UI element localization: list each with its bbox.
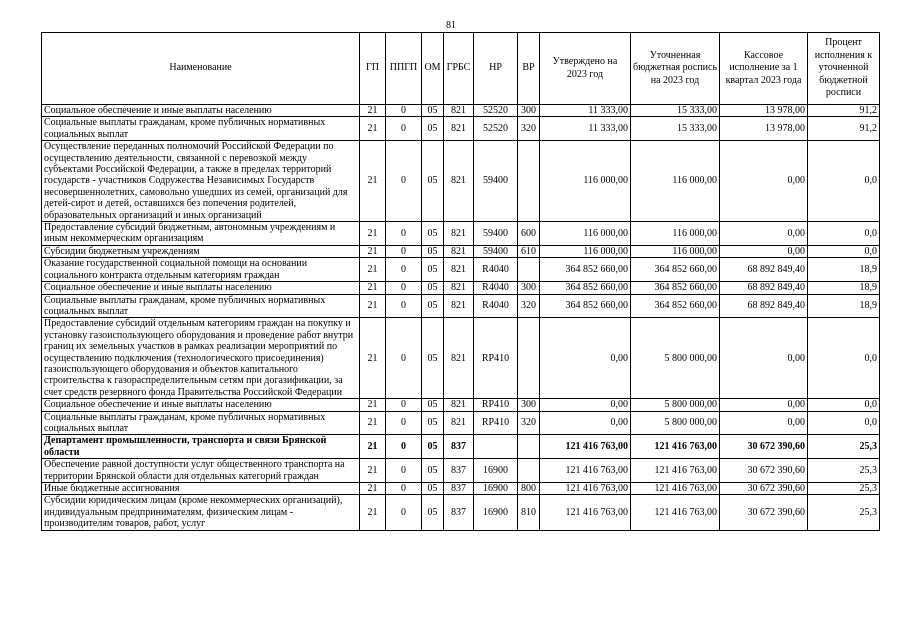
cell-percent: 0,0	[808, 222, 880, 246]
cell-percent: 25,3	[808, 483, 880, 495]
cell-grbs: 821	[444, 105, 474, 117]
cell-name: Социальное обеспечение и иные выплаты населению	[42, 105, 360, 117]
cell-name: Предоставление субсидий бюджетным, автономным учреждениям и иным некоммерческим организациям	[42, 222, 360, 246]
cell-om: 05	[422, 411, 444, 435]
cell-om: 05	[422, 399, 444, 411]
cell-approved: 11 333,00	[540, 117, 631, 141]
table-row	[42, 105, 880, 117]
cell-gp: 21	[360, 459, 386, 483]
cell-grbs: 821	[444, 258, 474, 282]
cell-refined: 116 000,00	[631, 141, 720, 222]
cell-grbs: 821	[444, 245, 474, 257]
header-refined: Уточненная бюджетная роспись на 2023 год	[631, 33, 720, 105]
cell-om: 05	[422, 294, 444, 318]
cell-om: 05	[422, 105, 444, 117]
header-percent: Процент исполнения к уточненной бюджетной росписи	[808, 33, 880, 105]
cell-ppgp: 0	[386, 141, 422, 222]
cell-name: Социальные выплаты гражданам, кроме публичных нормативных социальных выплат	[42, 411, 360, 435]
cell-name: Департамент промышленности, транспорта и связи Брянской области	[42, 435, 360, 459]
cell-vr	[518, 258, 540, 282]
cell-name: Социальные выплаты гражданам, кроме публичных нормативных социальных выплат	[42, 294, 360, 318]
cell-percent: 91,2	[808, 117, 880, 141]
cell-vr: 610	[518, 245, 540, 257]
cell-om: 05	[422, 495, 444, 530]
cell-grbs: 837	[444, 483, 474, 495]
page-number: 81	[446, 20, 456, 31]
cell-percent: 0,0	[808, 399, 880, 411]
cell-gp: 21	[360, 411, 386, 435]
cell-refined: 364 852 660,00	[631, 258, 720, 282]
cell-name: Иные бюджетные ассигнования	[42, 483, 360, 495]
cell-refined: 121 416 763,00	[631, 459, 720, 483]
cell-name: Предоставление субсидий отдельным категориям граждан на покупку и установку газоиспользующего оборудования и проведение работ внутри границ их земельных участков в рамках реализации мероприятий по осуществлению подключения (технологического присоединения) газоиспользующего оборудования и объектов капитального строительства к газораспределительным сетям при догазификации, за счет средств резервного фонда Правительства Российской Федерации	[42, 318, 360, 399]
cell-approved: 121 416 763,00	[540, 435, 631, 459]
cell-refined: 5 800 000,00	[631, 411, 720, 435]
header-om: ОМ	[422, 33, 444, 105]
cell-vr: 600	[518, 222, 540, 246]
cell-nr: R4040	[474, 294, 518, 318]
cell-refined: 116 000,00	[631, 245, 720, 257]
cell-approved: 0,00	[540, 411, 631, 435]
cell-om: 05	[422, 258, 444, 282]
cell-grbs: 821	[444, 117, 474, 141]
table-row	[42, 245, 880, 257]
cell-refined: 364 852 660,00	[631, 294, 720, 318]
cell-grbs: 821	[444, 411, 474, 435]
cell-cash: 0,00	[720, 222, 808, 246]
cell-name: Социальное обеспечение и иные выплаты населению	[42, 399, 360, 411]
cell-grbs: 837	[444, 435, 474, 459]
cell-refined: 5 800 000,00	[631, 318, 720, 399]
cell-om: 05	[422, 483, 444, 495]
cell-vr: 800	[518, 483, 540, 495]
cell-approved: 364 852 660,00	[540, 294, 631, 318]
cell-approved: 121 416 763,00	[540, 483, 631, 495]
cell-refined: 116 000,00	[631, 222, 720, 246]
cell-nr: RP410	[474, 318, 518, 399]
cell-nr: 59400	[474, 245, 518, 257]
cell-refined: 15 333,00	[631, 117, 720, 141]
cell-refined: 364 852 660,00	[631, 282, 720, 294]
cell-grbs: 821	[444, 294, 474, 318]
cell-gp: 21	[360, 282, 386, 294]
cell-approved: 116 000,00	[540, 245, 631, 257]
cell-ppgp: 0	[386, 282, 422, 294]
table-row	[42, 411, 880, 435]
cell-gp: 21	[360, 483, 386, 495]
cell-vr: 320	[518, 294, 540, 318]
cell-grbs: 821	[444, 222, 474, 246]
cell-approved: 121 416 763,00	[540, 459, 631, 483]
cell-nr: 52520	[474, 117, 518, 141]
cell-grbs: 837	[444, 459, 474, 483]
cell-refined: 121 416 763,00	[631, 435, 720, 459]
cell-ppgp: 0	[386, 245, 422, 257]
cell-gp: 21	[360, 258, 386, 282]
table-row	[42, 258, 880, 282]
cell-refined: 15 333,00	[631, 105, 720, 117]
cell-om: 05	[422, 282, 444, 294]
cell-refined: 121 416 763,00	[631, 495, 720, 530]
cell-vr: 320	[518, 117, 540, 141]
table-row	[42, 141, 880, 222]
cell-approved: 364 852 660,00	[540, 258, 631, 282]
cell-refined: 121 416 763,00	[631, 483, 720, 495]
cell-ppgp: 0	[386, 495, 422, 530]
table-row	[42, 282, 880, 294]
cell-percent: 0,0	[808, 318, 880, 399]
cell-nr: 16900	[474, 495, 518, 530]
cell-cash: 30 672 390,60	[720, 495, 808, 530]
cell-ppgp: 0	[386, 399, 422, 411]
cell-cash: 0,00	[720, 318, 808, 399]
cell-cash: 30 672 390,60	[720, 459, 808, 483]
cell-nr: RP410	[474, 399, 518, 411]
cell-ppgp: 0	[386, 222, 422, 246]
table-row	[42, 399, 880, 411]
cell-name: Обеспечение равной доступности услуг общественного транспорта на территории Брянской области для отдельных категорий граждан	[42, 459, 360, 483]
cell-name: Осуществление переданных полномочий Российской Федерации по осуществлению деятельности, связанной с перевозкой между субъектами Российской Федерации, а также в пределах территорий государств - участников Содружества Независимых Государств несовершеннолетних, самовольно ушедших из семей, организаций для детей-сирот и детей, оставшихся без попечения родителей, образовательных организаций и иных организаций	[42, 141, 360, 222]
cell-approved: 11 333,00	[540, 105, 631, 117]
cell-approved: 0,00	[540, 318, 631, 399]
cell-om: 05	[422, 459, 444, 483]
cell-name: Субсидии бюджетным учреждениям	[42, 245, 360, 257]
cell-ppgp: 0	[386, 117, 422, 141]
header-grbs: ГРБС	[444, 33, 474, 105]
cell-cash: 0,00	[720, 411, 808, 435]
cell-cash: 0,00	[720, 399, 808, 411]
cell-percent: 0,0	[808, 141, 880, 222]
cell-cash: 68 892 849,40	[720, 294, 808, 318]
table-row	[42, 318, 880, 399]
header-approved: Утверждено на 2023 год	[540, 33, 631, 105]
cell-om: 05	[422, 117, 444, 141]
cell-vr	[518, 435, 540, 459]
cell-refined: 5 800 000,00	[631, 399, 720, 411]
table-row	[42, 222, 880, 246]
cell-percent: 0,0	[808, 245, 880, 257]
header-nr: НР	[474, 33, 518, 105]
cell-grbs: 821	[444, 399, 474, 411]
cell-cash: 68 892 849,40	[720, 282, 808, 294]
cell-om: 05	[422, 435, 444, 459]
cell-grbs: 821	[444, 318, 474, 399]
cell-approved: 0,00	[540, 399, 631, 411]
cell-vr: 810	[518, 495, 540, 530]
cell-vr	[518, 141, 540, 222]
table-row	[42, 483, 880, 495]
cell-cash: 30 672 390,60	[720, 435, 808, 459]
cell-nr	[474, 435, 518, 459]
cell-approved: 364 852 660,00	[540, 282, 631, 294]
cell-nr: R4040	[474, 282, 518, 294]
cell-vr	[518, 459, 540, 483]
cell-grbs: 821	[444, 141, 474, 222]
cell-vr: 300	[518, 105, 540, 117]
header-ppgp: ППГП	[386, 33, 422, 105]
cell-gp: 21	[360, 222, 386, 246]
cell-name: Социальное обеспечение и иные выплаты населению	[42, 282, 360, 294]
cell-om: 05	[422, 245, 444, 257]
cell-percent: 0,0	[808, 411, 880, 435]
cell-gp: 21	[360, 245, 386, 257]
table-row	[42, 117, 880, 141]
cell-cash: 0,00	[720, 141, 808, 222]
header-name: Наименование	[42, 33, 360, 105]
cell-ppgp: 0	[386, 258, 422, 282]
cell-cash: 13 978,00	[720, 105, 808, 117]
cell-nr: 16900	[474, 459, 518, 483]
cell-percent: 25,3	[808, 459, 880, 483]
cell-gp: 21	[360, 318, 386, 399]
cell-ppgp: 0	[386, 435, 422, 459]
cell-nr: 59400	[474, 222, 518, 246]
cell-approved: 116 000,00	[540, 141, 631, 222]
cell-percent: 91,2	[808, 105, 880, 117]
cell-grbs: 837	[444, 495, 474, 530]
cell-nr: R4040	[474, 258, 518, 282]
cell-approved: 116 000,00	[540, 222, 631, 246]
cell-ppgp: 0	[386, 294, 422, 318]
cell-nr: RP410	[474, 411, 518, 435]
cell-approved: 121 416 763,00	[540, 495, 631, 530]
cell-ppgp: 0	[386, 411, 422, 435]
cell-ppgp: 0	[386, 105, 422, 117]
cell-percent: 25,3	[808, 495, 880, 530]
cell-vr: 300	[518, 399, 540, 411]
cell-cash: 30 672 390,60	[720, 483, 808, 495]
cell-ppgp: 0	[386, 483, 422, 495]
cell-name: Субсидии юридическим лицам (кроме некоммерческих организаций), индивидуальным предпринимателям, физическим лицам - производителям товаров, работ, услуг	[42, 495, 360, 530]
table-row	[42, 459, 880, 483]
header-cash: Кассовое исполнение за 1 квартал 2023 года	[720, 33, 808, 105]
cell-cash: 13 978,00	[720, 117, 808, 141]
table-row	[42, 435, 880, 459]
cell-gp: 21	[360, 495, 386, 530]
cell-om: 05	[422, 318, 444, 399]
cell-om: 05	[422, 141, 444, 222]
cell-nr: 59400	[474, 141, 518, 222]
cell-grbs: 821	[444, 282, 474, 294]
cell-gp: 21	[360, 105, 386, 117]
cell-percent: 18,9	[808, 258, 880, 282]
cell-name: Социальные выплаты гражданам, кроме публичных нормативных социальных выплат	[42, 117, 360, 141]
cell-vr: 300	[518, 282, 540, 294]
budget-table	[41, 32, 880, 531]
cell-ppgp: 0	[386, 318, 422, 399]
cell-cash: 68 892 849,40	[720, 258, 808, 282]
header-vr: ВР	[518, 33, 540, 105]
table-row	[42, 495, 880, 530]
cell-percent: 25,3	[808, 435, 880, 459]
cell-cash: 0,00	[720, 245, 808, 257]
cell-percent: 18,9	[808, 294, 880, 318]
cell-gp: 21	[360, 117, 386, 141]
cell-om: 05	[422, 222, 444, 246]
cell-nr: 16900	[474, 483, 518, 495]
cell-gp: 21	[360, 399, 386, 411]
cell-vr: 320	[518, 411, 540, 435]
cell-name: Оказание государственной социальной помощи на основании социального контракта отдельным категориям граждан	[42, 258, 360, 282]
table-header-row	[42, 33, 880, 105]
table-row	[42, 294, 880, 318]
cell-vr	[518, 318, 540, 399]
cell-gp: 21	[360, 141, 386, 222]
cell-gp: 21	[360, 435, 386, 459]
header-gp: ГП	[360, 33, 386, 105]
cell-ppgp: 0	[386, 459, 422, 483]
cell-percent: 18,9	[808, 282, 880, 294]
cell-nr: 52520	[474, 105, 518, 117]
cell-gp: 21	[360, 294, 386, 318]
